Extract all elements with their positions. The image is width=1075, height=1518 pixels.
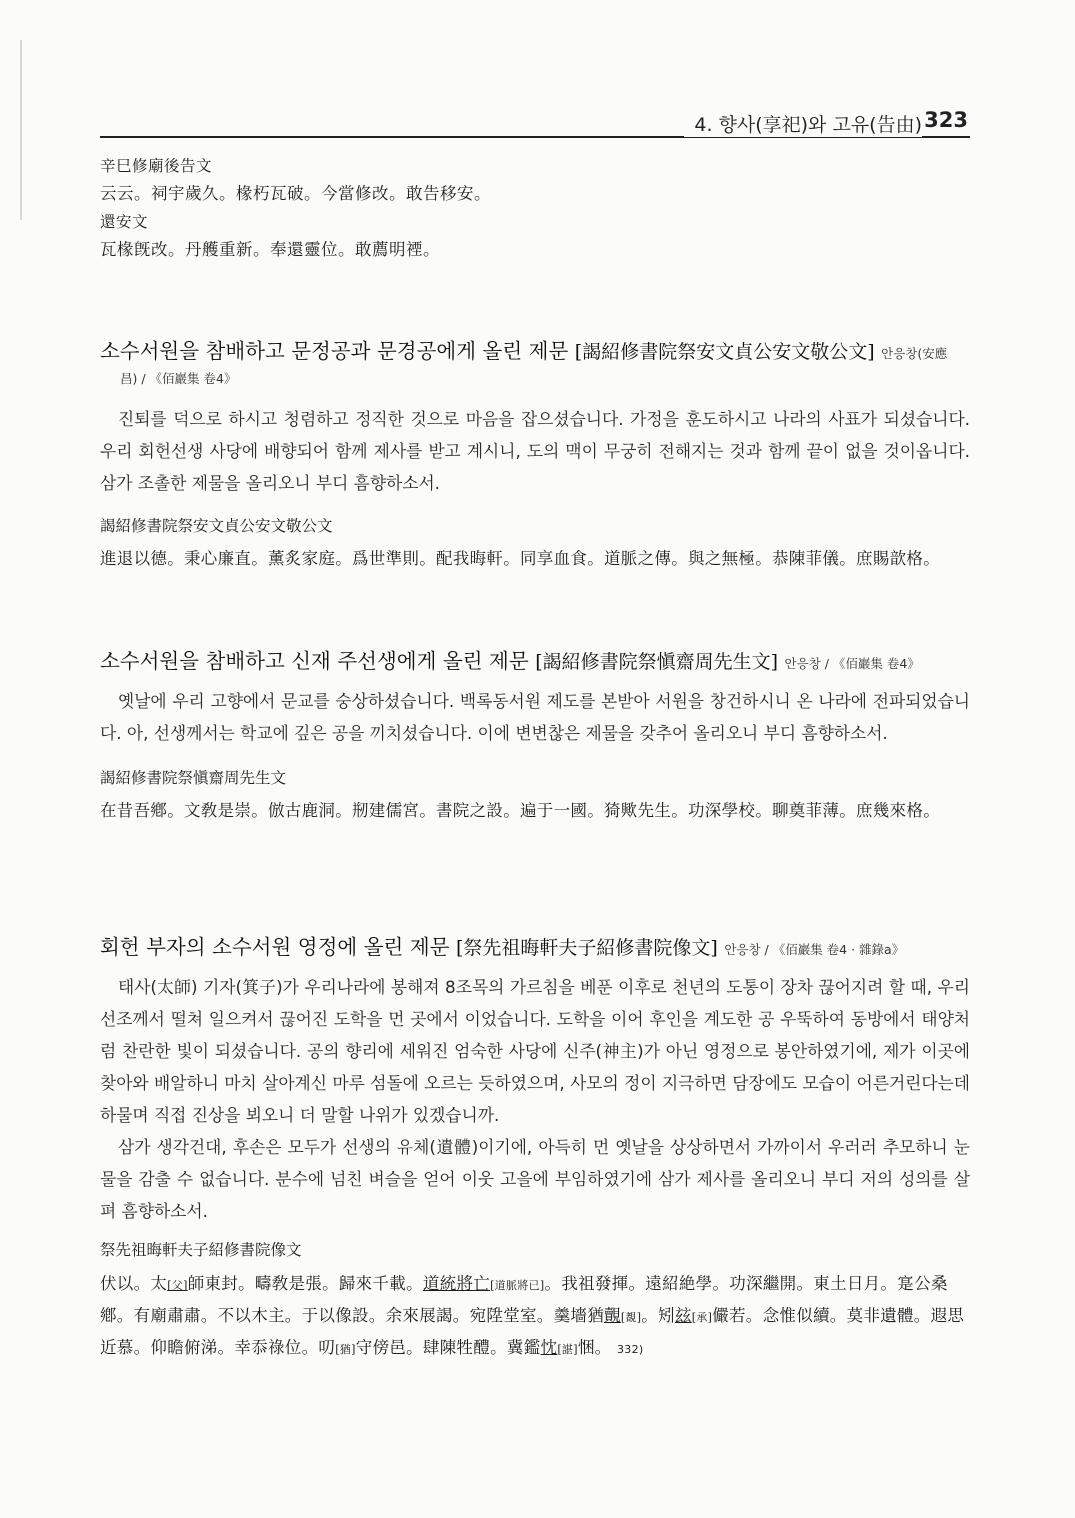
- page-number: 323: [924, 108, 968, 132]
- top-text-1: 云云。祠宇歲久。椽朽瓦破。今當修改。敢告移安。: [100, 184, 491, 203]
- footnote-marker: 332): [616, 1343, 644, 1356]
- orig-seg: 。矧: [641, 1306, 675, 1325]
- orig-note: [父]: [167, 1279, 188, 1292]
- section-2-original-text: 在昔吾鄕。文敎是崇。倣古鹿洞。剏建儒宮。書院之設。遍于一國。猗歟先生。功深學校。聊奠菲薄。庶幾來格。: [100, 801, 940, 820]
- orig-note: [承]: [691, 1311, 713, 1324]
- top-title-1: 辛巳修廟後告文: [100, 157, 213, 175]
- orig-seg: 守傍邑。肆陳牲醴。冀鑑: [355, 1338, 541, 1357]
- section-3-body-1: 태사(太師) 기자(箕子)가 우리나라에 봉해져 8조목의 가르침을 베푼 이후로 천년의 도통이 장차 끊어지려 할 때, 우리 선조께서 떨쳐 일으켜서 끊어진 도학을 먼 곳에서 이었습니다. 도학을 이어 후인을 계도한 공 우뚝하여 동방에서 태양처럼 찬란한 빛이 되셨습니다. 공의 향리에 세워진 엄숙한 사당에 신주(神主)가 아닌 영정으로 봉안하였기에, 제가 이곳에 찾아와 배알하니 마치 살아계신 마루 섬돌에 오르는 듯하였으며, 사모의 정이 지극하면 담장에도 모습이 어른거린다는데 하물며 직접 진상을 뵈오니 더 말할 나위가 있겠습니까.: [100, 977, 970, 1125]
- section-3-title: 회헌 부자의 소수서원 영정에 올린 제문: [100, 935, 450, 959]
- section-1-source: 昌) / 《佰巖集 卷4》: [120, 371, 237, 386]
- top-hanja-block: [100, 152, 970, 264]
- section-1-hanja-title: [謁紹修書院祭安文貞公安文敬公文]: [574, 341, 875, 363]
- orig-underlined: 玆: [674, 1306, 692, 1325]
- orig-note: [猶]: [335, 1343, 356, 1356]
- running-header: [100, 110, 970, 140]
- orig-note: [道脈將已]: [490, 1279, 545, 1292]
- orig-underlined: 覿: [604, 1306, 621, 1325]
- section-2-body: 옛날에 우리 고향에서 문교를 숭상하셨습니다. 백록동서원 제도를 본받아 서원을 창건하시니 온 나라에 전파되었습니다. 아, 선생께서는 학교에 깊은 공을 끼치셨습니다. 이에 변변찮은 제물을 갖추어 올리오니 부디 흠향하소서.: [100, 691, 970, 743]
- orig-note: [諶]: [557, 1343, 578, 1356]
- section-3-hanja-title: [祭先祖晦軒夫子紹修書院像文]: [455, 937, 718, 959]
- orig-seg: [167, 1274, 187, 1293]
- orig-seg: 師東封。疇敎是張。歸來千載。: [187, 1274, 423, 1293]
- section-1-heading: [100, 336, 970, 369]
- orig-seg: 伏以。太: [100, 1274, 168, 1293]
- orig-seg: 儼若。念惟似續。莫非遺體。遐思近慕。仰瞻俯涕。幸忝祿位。: [100, 1306, 965, 1357]
- orig-seg: 悃。: [577, 1338, 612, 1357]
- section-2-hanja-title: [謁紹修書院祭愼齋周先生文]: [535, 651, 779, 673]
- orig-note: [覩]: [620, 1311, 642, 1324]
- section-3-heading: [100, 932, 970, 965]
- orig-underlined: 忱: [540, 1338, 558, 1357]
- section-1: [100, 336, 970, 573]
- section-2-title: 소수서원을 참배하고 신재 주선생에게 올린 제문: [100, 649, 529, 673]
- section-1-title: 소수서원을 참배하고 문정공과 문경공에게 올린 제문: [100, 339, 569, 363]
- section-2-original-title: 謁紹修書院祭愼齋周先生文: [100, 769, 287, 787]
- section-2-source: 안응창 / 《佰巖集 卷4》: [784, 656, 920, 671]
- orig-seg: 叨: [318, 1338, 336, 1357]
- section-2-heading: [100, 646, 970, 679]
- section-1-body: 진퇴를 덕으로 하시고 청렴하고 정직한 것으로 마음을 잡으셨습니다. 가정을 훈도하시고 나라의 사표가 되셨습니다. 우리 회헌선생 사당에 배향되어 함께 제사를 받고 계시니, 도의 맥이 무궁히 전해지는 것과 함께 끝이 없을 것이옵니다. 삼가 조촐한 제물을 올리오니 부디 흠향하소서.: [100, 409, 970, 493]
- orig-underlined: 道統將亡: [422, 1274, 491, 1293]
- orig-seg: 。我祖發揮。遠紹絶學。功深繼開。東土日月。寔公桑鄕。有廟肅肅。不以木主。于以像設。余來展謁。宛陞堂室。羹墻猶: [100, 1274, 948, 1325]
- section-2: [100, 646, 970, 825]
- scan-edge-mark: [20, 40, 22, 220]
- section-1-original-title: 謁紹修書院祭安文貞公安文敬公文: [100, 517, 333, 535]
- section-3-source: 안응창 / 《佰巖集 卷4 · 雜錄a》: [724, 942, 905, 957]
- top-title-2: 還安文: [100, 213, 149, 231]
- section-3-original-title: 祭先祖晦軒夫子紹修書院像文: [100, 1241, 302, 1259]
- section-3-original-text: [100, 1269, 970, 1365]
- section-1-author: 안응창(安應: [881, 346, 948, 361]
- section-3: [100, 932, 970, 1365]
- top-text-2: 瓦椽旣改。丹艧重新。奉還靈位。敢薦明禋。: [100, 240, 440, 259]
- section-3-body-2: 삼가 생각건대, 후손은 모두가 선생의 유체(遺體)이기에, 아득히 먼 옛날을 상상하면서 가까이서 우러러 추모하니 눈물을 감출 수 없습니다. 분수에 넘친 벼슬을 얻어 이웃 고을에 부임하였기에 삼가 제사를 올리오니 부디 저의 성의를 살펴 흠향하소서.: [100, 1137, 970, 1221]
- header-title: 4. 향사(享祀)와 고유(告由): [684, 110, 922, 137]
- section-1-original-text: 進退以德。秉心廉直。薰炙家庭。爲世準則。配我晦軒。同享血食。道脈之傳。與之無極。恭陳菲儀。庶賜歆格。: [100, 549, 940, 568]
